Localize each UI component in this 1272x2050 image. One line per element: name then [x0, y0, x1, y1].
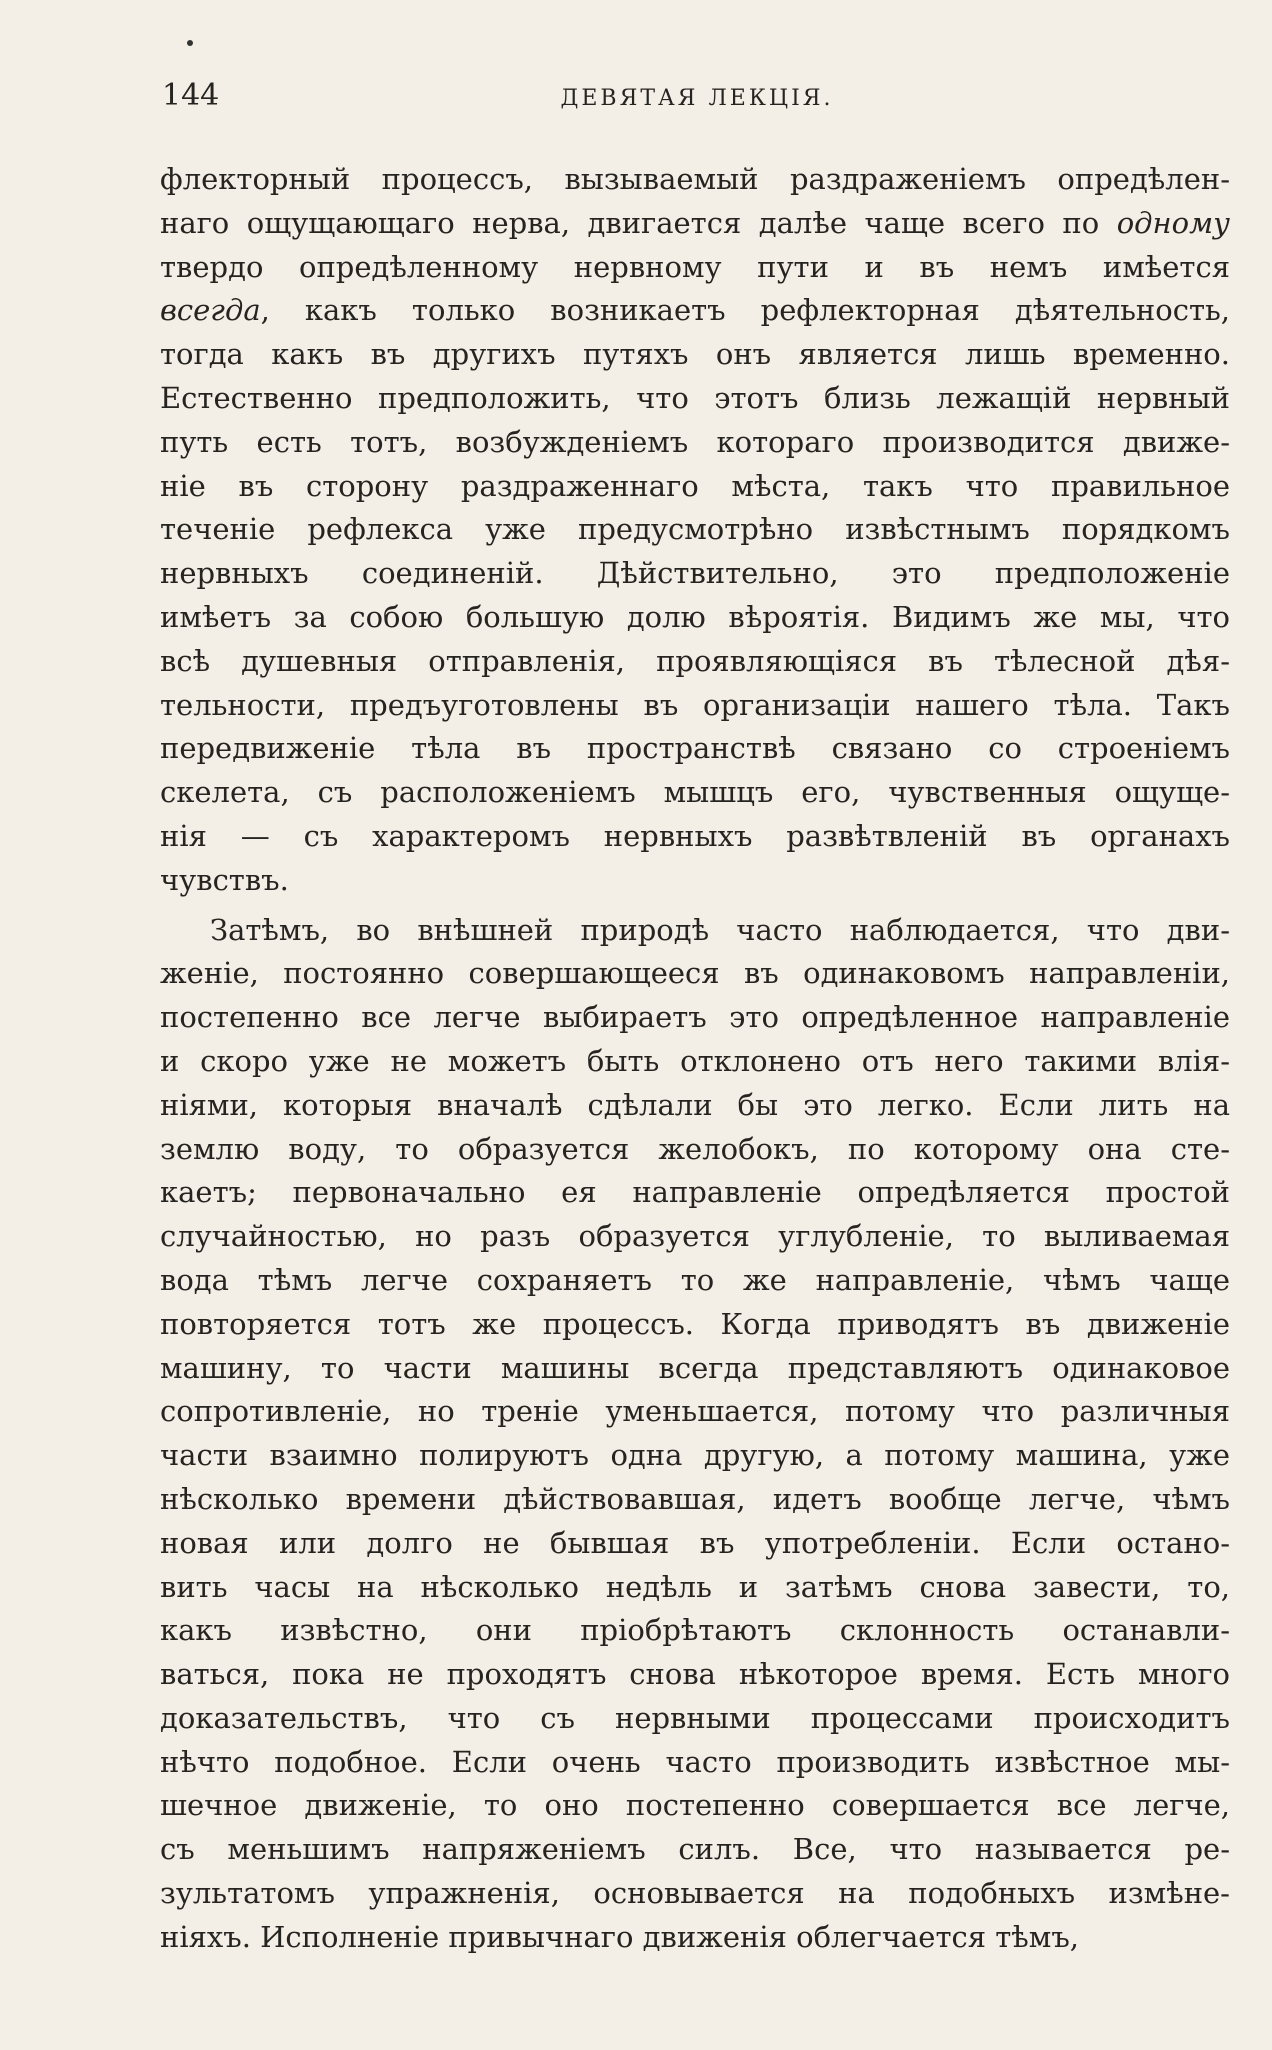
text-line: и скоро уже не можетъ быть отклонено отъ него такими влія- [160, 1043, 1230, 1078]
page-header [162, 76, 1232, 116]
text-line: случайностью, но разъ образуется углубленіе, то выливаемая [160, 1219, 1230, 1254]
text-line: повторяется тотъ же процессъ. Когда приводятъ въ движеніе [160, 1306, 1230, 1341]
text-line: какъ извѣстно, они пріобрѣтаютъ склонность останавли- [160, 1613, 1230, 1648]
text-line: передвиженіе тѣла въ пространствѣ связано со строеніемъ [160, 731, 1230, 766]
text-line: наго ощущающаго нерва, двигается далѣе чаще всего по одному [160, 205, 1230, 240]
emphasis: всегда [160, 293, 261, 328]
text-line: постепенно все легче выбираетъ это опредѣленное направленіе [160, 1000, 1230, 1035]
text-line: Естественно предположить, что этотъ близь лежащій нервный [160, 380, 1230, 415]
text-line: ніями, которыя вначалѣ сдѣлали бы это легко. Если лить на [160, 1087, 1230, 1122]
paragraph [160, 158, 1230, 903]
ink-speck [187, 40, 193, 46]
text-line: доказательствъ, что съ нервными процессами происходитъ [160, 1700, 1230, 1735]
text-line: машину, то части машины всегда представляютъ одинаковое [160, 1350, 1230, 1385]
text-line: части взаимно полируютъ одна другую, а потому машина, уже [160, 1438, 1230, 1473]
text-line: ніяхъ. Исполненіе привычнаго движенія облегчается тѣмъ, [160, 1919, 1079, 1954]
text-line: ніе въ сторону раздраженнаго мѣста, такъ что правильное [160, 468, 1230, 503]
text-line: ваться, пока не проходятъ снова нѣкоторое время. Есть много [160, 1657, 1230, 1692]
text-line: флекторный процессъ, вызываемый раздраженіемъ опредѣлен- [160, 162, 1230, 196]
text-line: сопротивленіе, но треніе уменьшается, потому что различныя [160, 1394, 1230, 1429]
text-line: Затѣмъ, во внѣшней природѣ часто наблюдается, что дви- [210, 912, 1230, 947]
text-line: нѣчто подобное. Если очень часто производить извѣстное мы- [160, 1744, 1230, 1779]
text-line: всегда, какъ только возникаетъ рефлекторная дѣятельность, [160, 293, 1230, 328]
text-line: зультатомъ упражненія, основывается на подобныхъ измѣне- [160, 1876, 1230, 1911]
text-line: тогда какъ въ другихъ путяхъ онъ является лишь временно. [160, 337, 1230, 372]
text-line: имѣетъ за собою большую долю вѣроятія. Видимъ же мы, что [160, 599, 1230, 634]
running-head: ДЕВЯТАЯ ЛЕКЦІЯ. [560, 86, 834, 111]
page-number: 144 [162, 78, 220, 113]
text-line: тельности, предъуготовлены въ организаціи нашего тѣла. Такъ [160, 687, 1230, 722]
emphasis: одному [1116, 205, 1230, 240]
body-text [160, 158, 1230, 1960]
text-line: всѣ душевныя отправленія, проявляющіяся въ тѣлесной дѣя- [160, 643, 1230, 678]
text-line: нія — съ характеромъ нервныхъ развѣтвленій въ органахъ [160, 818, 1230, 853]
text-line: вить часы на нѣсколько недѣль и затѣмъ снова завести, то, [160, 1569, 1230, 1604]
text-line: путь есть тотъ, возбужденіемъ котораго производится движе- [160, 424, 1230, 459]
text-line: вода тѣмъ легче сохраняетъ то же направленіе, чѣмъ чаще [160, 1262, 1230, 1297]
text-line: новая или долго не бывшая въ употребленіи. Если остано- [160, 1525, 1230, 1560]
text-line: каетъ; первоначально ея направленіе опредѣляется простой [160, 1175, 1230, 1210]
text-line: землю воду, то образуется желобокъ, по которому она сте- [160, 1131, 1230, 1166]
paragraph [160, 909, 1230, 1960]
text-line: нѣсколько времени дѣйствовавшая, идетъ вообще легче, чѣмъ [160, 1481, 1230, 1516]
text-line: шечное движеніе, то оно постепенно совершается все легче, [160, 1788, 1230, 1823]
text-line: нервныхъ соединеній. Дѣйствительно, это предположеніе [160, 556, 1230, 591]
text-line: теченіе рефлекса уже предусмотрѣно извѣстнымъ порядкомъ [160, 512, 1230, 547]
text-line: съ меньшимъ напряженіемъ силъ. Все, что называется ре- [160, 1832, 1230, 1867]
text-line: чувствъ. [160, 862, 289, 897]
text-line: скелета, съ расположеніемъ мышцъ его, чувственныя ощуще- [160, 775, 1230, 810]
text-line: твердо опредѣленному нервному пути и въ немъ имѣется [160, 249, 1230, 284]
text-line: женіе, постоянно совершающееся въ одинаковомъ направленіи, [160, 956, 1230, 991]
